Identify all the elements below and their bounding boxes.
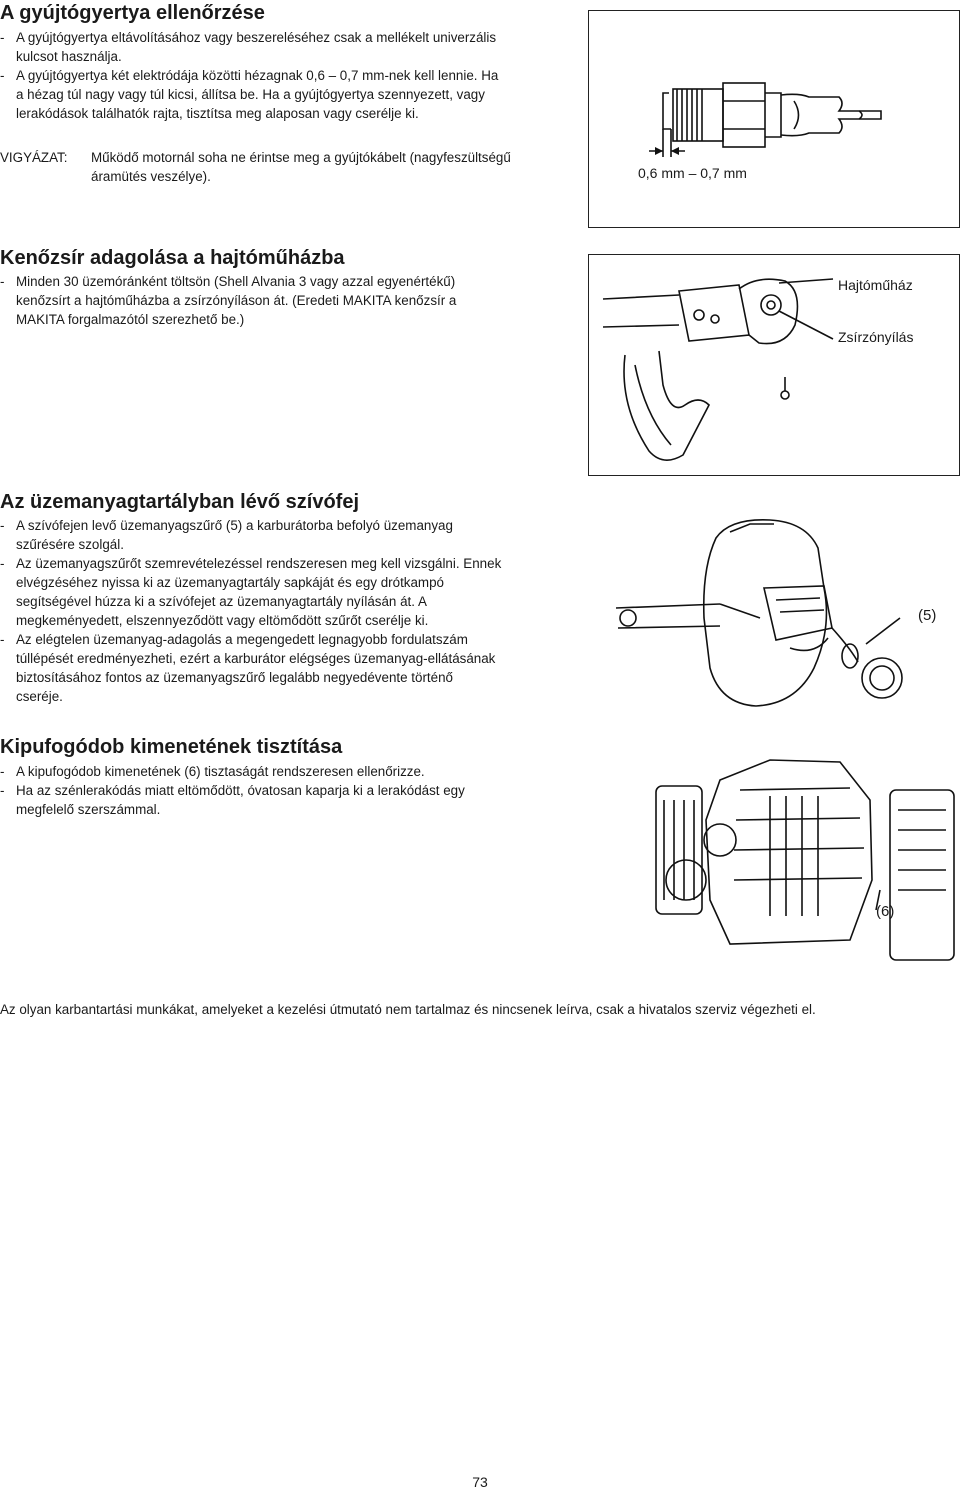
fuel-filter-drawing — [600, 508, 960, 716]
gear-housing-figure — [588, 254, 960, 476]
gear-housing-label: Hajtóműház — [838, 277, 913, 293]
spark-heading: A gyújtógyertya ellenőrzése — [0, 2, 265, 24]
list-item: - Ha az szénlerakódás miatt eltömődött, óvatosan kaparja ki a lerakódást egy megfelelő szerszámmal. — [0, 783, 465, 817]
spark-plug-figure — [588, 10, 960, 228]
exhaust-list — [0, 762, 580, 819]
exhaust-label-6: (6) — [876, 903, 895, 920]
grease-heading: Kenőzsír adagolása a hajtóműházba — [0, 247, 345, 269]
caution-note: VIGYÁZAT: Működő motornál soha ne érintse meg a gyújtókábelt (nagyfeszültségű áramütés veszélye). — [0, 150, 511, 184]
list-item: - A szívófejen levő üzemanyagszűrő (5) a karburátorba befolyó üzemanyag szűrésére szolgál. — [0, 518, 453, 552]
list-item: - Minden 30 üzemóránként töltsön (Shell Alvania 3 vagy azzal egyenértékű) kenőzsírt a hajtóműházba a zsírzónyíláson át. (Eredeti MAKITA kenőzsír a MAKITA forgalmazótól szerezhető be.) — [0, 274, 457, 327]
page-number: 73 — [472, 1474, 488, 1490]
exhaust-heading: Kipufogódob kimenetének tisztítása — [0, 736, 343, 758]
filter-heading: Az üzemanyagtartályban lévő szívófej — [0, 491, 360, 513]
caution-label: VIGYÁZAT: — [0, 150, 68, 165]
spark-list — [0, 28, 580, 123]
footer-note: Az olyan karbantartási munkákat, amelyeket a kezelési útmutató nem tartalmaz és nincsenek leírva, csak a hivatalos szerviz végezheti el. — [0, 1002, 816, 1017]
filter-label-5: (5) — [918, 607, 937, 624]
list-item: - Az elégtelen üzemanyag-adagolás a megengedett legnagyobb fordulatszám túllépését eredményezheti, ezért a karburátor elégséges üzemanyag-ellátásának biztosításához fontos az üzemanyagszűrő legalább negyedévente történő cseréje. — [0, 632, 496, 704]
list-item: - Az üzemanyagszűrőt szemrevételezéssel rendszeresen meg kell vizsgálni. Ennek elvégzéséhez nyissa ki az üzemanyagtartály sapkáját és egy drótkampó segítségével húzza ki a szívófejet az üzemanyagtartály nyílásán át. A megkeményedett, elszennyeződött vagy eltömődött szűrőt cserélje ki. — [0, 556, 502, 628]
list-item: - A kipufogódob kimenetének (6) tisztaságát rendszeresen ellenőrizze. — [0, 764, 425, 779]
exhaust-drawing — [650, 740, 960, 980]
grease-list — [0, 272, 580, 329]
list-item: - A gyújtógyertya eltávolításához vagy beszereléséhez csak a mellékelt univerzális kulcsot használja. — [0, 30, 497, 64]
filter-list — [0, 516, 580, 706]
spark-plug-drawing — [589, 11, 959, 227]
grease-hole-label: Zsírzónyílás — [838, 329, 914, 345]
fuel-filter-figure — [600, 508, 960, 716]
list-item: - A gyújtógyertya két elektródája közötti hézagnak 0,6 – 0,7 mm-nek kell lennie. Ha a hézag túl nagy vagy túl kicsi, állítsa be. Ha a gyújtógyertya szennyezett, vagy lerakódások találhatók rajta, tisztítsa meg alaposan vagy cserélje ki. — [0, 68, 499, 121]
gap-label: 0,6 mm – 0,7 mm — [638, 165, 747, 181]
exhaust-figure — [650, 740, 960, 980]
